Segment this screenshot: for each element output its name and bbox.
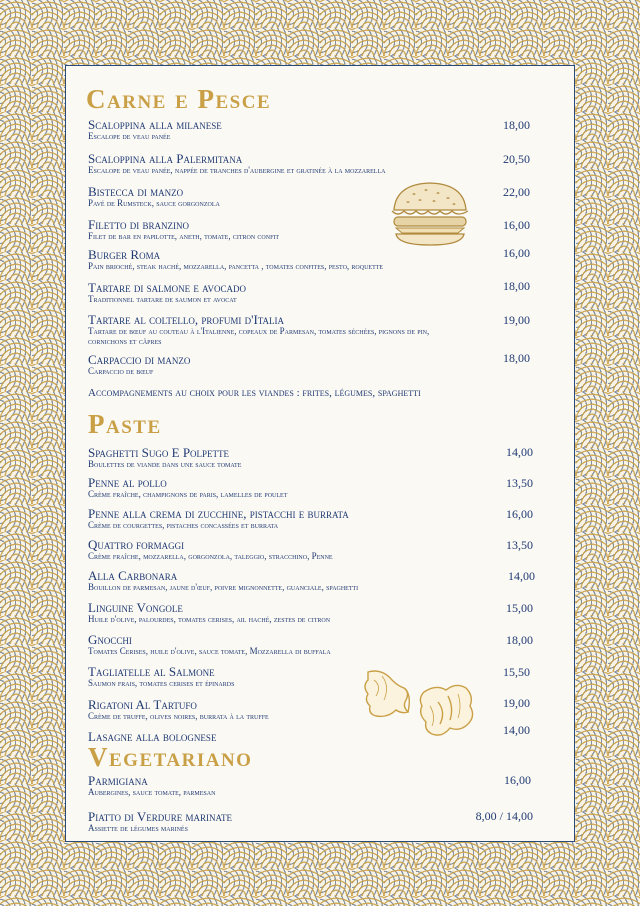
dish-name: Spaghetti Sugo E Polpette [88, 445, 230, 460]
dish-description: Assiette de légumes marinés [88, 823, 188, 833]
dish-name: Tartare al coltello, profumi d'Italia [88, 312, 285, 327]
dish-description: Crème de courgettes, pistaches concassées et burrata [88, 520, 279, 530]
dish-description: Traditionnel tartare de saumon et avocat [88, 294, 237, 304]
dish-name: Filetto di branzino [88, 217, 190, 232]
dish-description: Pavé de Rumsteck, sauce gorgonzola [88, 198, 220, 208]
dish-price: 18,00 [503, 118, 530, 132]
dish-price: 8,00 / 14,00 [475, 809, 533, 823]
dish-name: Piatto di Verdure marinate [88, 809, 232, 824]
dish-name: Tagliatelle al Salmone [88, 664, 215, 679]
dish-name: Linguine Vongole [88, 600, 183, 615]
dish-price: 19,00 [503, 696, 530, 710]
dish-name: Bistecca di manzo [88, 184, 184, 199]
dish-name: Alla Carbonara [88, 568, 178, 583]
dish-price: 16,00 [504, 773, 531, 787]
dish-price: 16,00 [503, 246, 530, 260]
dish-name: Parmigiana [88, 773, 148, 788]
dish-description: Carpaccio de bœuf [88, 366, 154, 376]
dish-description: Escalope de veau panée [88, 131, 171, 141]
dish-name: Scaloppina alla Palermitana [88, 151, 243, 166]
dish-name: Penne alla crema di zucchine, pistacchi e burrata [88, 506, 349, 521]
dish-price: 18,00 [503, 279, 530, 293]
dish-description: Escalope de veau panée, nappée de tranches d'aubergine et gratinée à la mozzarella [88, 165, 386, 175]
dish-price: 15,50 [503, 665, 530, 679]
dish-description: Boulettes de viande dans une sauce tomate [88, 459, 242, 469]
dish-name: Gnocchi [88, 632, 132, 647]
dish-description: Huile d'olive, palourdes, tomates cerises, ail haché, zestes de citron [88, 614, 331, 624]
sides-note: Accompagnements au choix pour les viandes : frites, légumes, spaghetti [88, 387, 421, 399]
dish-description: Crème fraîche, champignons de paris, lamelles de poulet [88, 489, 288, 499]
dish-description: Crème de truffe, olives noires, burrata à la truffe [88, 711, 269, 721]
section-title-vegetariano: Vegetariano [88, 742, 253, 772]
burger-icon [388, 180, 472, 248]
section-title-carne-e-pesce: Carne e Pesce [86, 84, 272, 114]
menu-card [65, 65, 575, 842]
dish-name: Lasagne alla bolognese [88, 729, 217, 744]
dish-price: 16,00 [503, 218, 530, 232]
dish-price: 13,50 [506, 476, 533, 490]
dish-name: Quattro formaggi [88, 537, 185, 552]
dish-price: 18,00 [503, 351, 530, 365]
dish-name: Carpaccio di manzo [88, 352, 191, 367]
dish-price: 16,00 [506, 507, 533, 521]
dish-price: 19,00 [503, 313, 530, 327]
dish-description: Tartare de bœuf au couteau à l'Italienne, copeaux de Parmesan, tomates séchées, pignons de pin, cornichons et câpres [88, 326, 430, 346]
dish-price: 15,00 [506, 601, 533, 615]
section-title-paste: Paste [88, 409, 162, 439]
dish-price: 14,00 [508, 569, 535, 583]
dish-description: Pain brioché, steak haché, mozzarella, pancetta , tomates confites, pesto, roquette [88, 261, 384, 271]
dish-name: Burger Roma [88, 247, 161, 262]
dish-description: Aubergines, sauce tomate, parmesan [88, 787, 216, 797]
dish-description: Bouillon de parmesan, jaune d'œuf, poivre mignonnette, guanciale, spaghetti [88, 582, 359, 592]
dish-price: 14,00 [503, 723, 530, 737]
dish-price: 14,00 [506, 445, 533, 459]
dish-price: 13,50 [506, 538, 533, 552]
pasta-icon [362, 666, 480, 746]
dish-name: Rigatoni Al Tartufo [88, 697, 197, 712]
dish-price: 22,00 [503, 185, 530, 199]
dish-name: Penne al pollo [88, 475, 167, 490]
dish-description: Crème fraîche, mozzarella, gorgonzola, taleggio, stracchino, Penne [88, 551, 333, 561]
dish-name: Scaloppina alla milanese [88, 117, 222, 132]
dish-description: Tomates Cerises, huile d'olive, sauce tomate, Mozzarella di buffala [88, 646, 331, 656]
dish-price: 20,50 [503, 152, 530, 166]
dish-price: 18,00 [506, 633, 533, 647]
dish-description: Saumon frais, tomates cerises et épinards [88, 678, 235, 688]
dish-description: Filet de bar en papilotte, aneth, tomate, citron confit [88, 231, 280, 241]
dish-name: Tartare di salmone e avocado [88, 280, 247, 295]
